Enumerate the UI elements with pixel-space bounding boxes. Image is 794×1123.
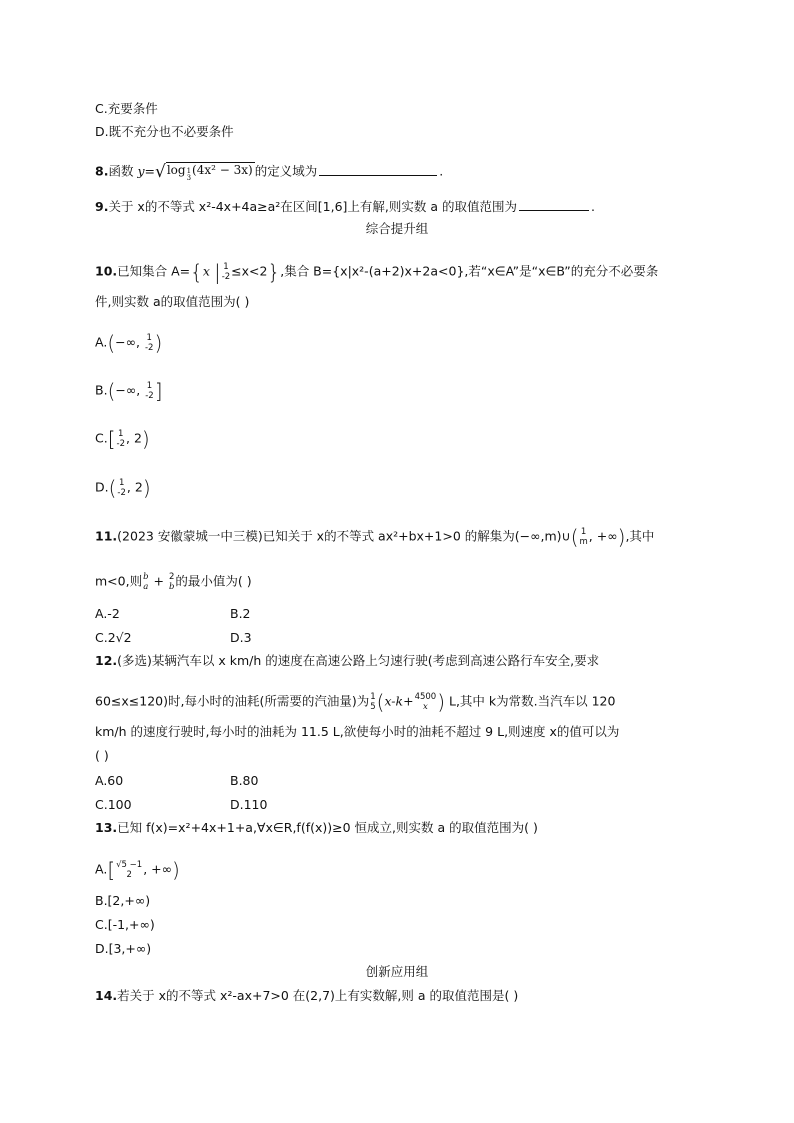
q13-option-c: C.[-1,+∞): [95, 917, 155, 932]
q9-end: .: [591, 199, 595, 214]
q11-option-c: [95, 630, 132, 646]
frac-num: 1: [146, 333, 152, 343]
paren: (: [107, 331, 116, 355]
frac-num: 1: [118, 429, 124, 439]
q13-option-a: A.[ √5 −1 2 , +∞): [95, 858, 180, 882]
q12-option-b: B.80: [230, 773, 259, 788]
q9-text: 关于 x的不等式 x²-4x+4a≥a²在区间[1,6]上有解,则实数 a 的取值范围为: [108, 199, 518, 214]
question-12: [95, 653, 599, 669]
log-base-num: 1: [186, 167, 192, 176]
q8-radicand: [166, 162, 255, 182]
q7-option-c: C.充要条件: [95, 101, 158, 116]
q13-option-b: B.[2,+∞): [95, 893, 151, 908]
frac-num: 1: [580, 527, 587, 537]
section-heading: 综合提升组: [365, 221, 429, 236]
option-label: C.: [95, 430, 108, 446]
q10-text: 已知集合 A=: [117, 263, 191, 279]
interval-end: , +∞: [143, 861, 173, 877]
sqrt-value: √2: [115, 630, 132, 645]
frac-num: b: [143, 572, 149, 582]
q11-option-a: A.-2: [95, 606, 120, 621]
q13-option-d: D.[3,+∞): [95, 941, 152, 956]
log-text: log: [166, 163, 186, 177]
q12-option-a: A.60: [95, 773, 124, 788]
paren: ): [154, 331, 163, 355]
frac-num: 4500: [414, 692, 437, 702]
q11-option-d: D.3: [230, 630, 252, 645]
option-value: −∞,: [115, 382, 145, 398]
paren: ): [141, 427, 150, 451]
frac-num: √5 −1: [116, 860, 143, 870]
q10-option-a: [95, 333, 162, 353]
q10-text-2: ,集合 B={x|x²-(a+2)x+2a<0},若“x∈A”是“x∈B”的充分不必要条: [280, 263, 659, 279]
q12-line-3: km/h 的速度行驶时,每小时的油耗为 11.5 L,欲使每小时的油耗不超过 9 L,则速度 x的值可以为: [95, 724, 620, 739]
q11-text-3: m<0,则: [95, 573, 143, 589]
frac-den: 2: [126, 870, 132, 880]
frac-den: -2: [144, 343, 154, 353]
answer-blank[interactable]: [519, 198, 589, 211]
q7-option-d: D.既不充分也不必要条件: [95, 124, 234, 139]
question-8: [95, 162, 443, 182]
frac-den: -2: [221, 272, 231, 282]
bracket: ]: [154, 379, 163, 403]
formula-part: x-k+: [384, 693, 414, 709]
frac-den: -2: [116, 439, 125, 449]
question-number: 9.: [95, 199, 109, 214]
frac-den: -2: [117, 488, 126, 498]
paren: ): [142, 476, 151, 500]
frac-num: 1: [223, 262, 229, 272]
frac-den: m: [579, 537, 588, 547]
frac-num: 1: [118, 478, 125, 488]
q10-option-b: [95, 381, 163, 401]
q8-end: .: [439, 163, 444, 179]
section-heading-2: 创新应用组: [365, 964, 429, 979]
sqrt-symbol: √: [154, 162, 166, 183]
q12-option-d: D.110: [230, 797, 268, 812]
q12-text-2: 60≤x≤120)时,每小时的油耗(所需要的汽油量)为: [95, 693, 370, 709]
log-base-den: 3: [186, 174, 192, 183]
question-10: [95, 262, 658, 282]
question-9: [95, 198, 595, 215]
frac-den: 5: [370, 702, 376, 712]
question-number: 12.: [95, 653, 118, 668]
interval-end: , +∞: [588, 528, 618, 544]
plus-sign: +: [149, 573, 168, 589]
q10-ineq: ≤x<2: [231, 263, 268, 279]
paren: (: [107, 379, 116, 403]
frac-num: 1: [370, 692, 376, 702]
option-label: C.2: [95, 630, 116, 645]
q12-option-c: C.100: [95, 797, 132, 812]
option-value: , 2: [126, 479, 143, 495]
question-number: 8.: [95, 163, 109, 179]
q11-text-2: ,其中: [625, 528, 655, 544]
q12-text-3: L,其中 k为常数.当汽车以 120: [445, 693, 616, 709]
question-13: [95, 820, 538, 836]
q11-line-2: [95, 572, 252, 592]
q12-line-2: 60≤x≤120)时,每小时的油耗(所需要的汽油量)为 1 5 (x-k+ 4500 x ) L,其中 k为常数.当汽车以 120: [95, 690, 616, 714]
frac-den: -2: [145, 391, 154, 401]
q14-text: 若关于 x的不等式 x²-ax+7>0 在(2,7)上有实数解,则 a 的取值范围是( ): [117, 988, 519, 1003]
paren: (: [108, 476, 117, 500]
log-argument: (4x² − 3x): [192, 163, 253, 177]
q8-y: y=: [137, 163, 155, 179]
q11-option-b: B.2: [230, 606, 251, 621]
set-var: x: [202, 263, 210, 279]
brace-left: {: [190, 260, 203, 284]
question-number: 10.: [95, 263, 118, 279]
frac-den: a: [143, 582, 149, 592]
option-label: D.: [95, 479, 109, 495]
question-11: 11.(2023 安徽蒙城一中三模)已知关于 x的不等式 ax²+bx+1>0 的解集为(−∞,m)∪( 1 m , +∞),其中: [95, 525, 655, 549]
q8-text-2: 的定义域为: [254, 163, 318, 179]
question-number: 14.: [95, 988, 118, 1003]
q12-line-4: ( ): [95, 748, 109, 763]
frac-num: 2: [168, 572, 175, 582]
question-number: 13.: [95, 820, 118, 835]
option-label: B.: [95, 382, 108, 398]
question-14: [95, 988, 518, 1004]
brace-right: }: [267, 260, 281, 284]
question-number: 11.: [95, 528, 118, 544]
frac-den: b: [168, 582, 175, 592]
q11-text-4: 的最小值为( ): [175, 573, 252, 589]
bar: |: [213, 260, 221, 284]
option-value: , 2: [126, 430, 142, 446]
q8-text: 函数: [108, 163, 138, 179]
q13-text: 已知 f(x)=x²+4x+1+a,∀x∈R,f(f(x))≥0 恒成立,则实数 a 的取值范围为( ): [117, 820, 538, 835]
q10-line-2: 件,则实数 a的取值范围为( ): [95, 294, 250, 309]
frac-num: 1: [146, 381, 153, 391]
q12-text: (多选)某辆汽车以 x km/h 的速度在高速公路上匀速行驶(考虑到高速公路行车安全,要求: [117, 653, 600, 668]
bracket: [: [107, 427, 116, 451]
option-label: A.: [95, 861, 108, 877]
option-value: −∞,: [115, 334, 144, 350]
q10-option-d: [95, 478, 151, 498]
q11-text: (2023 安徽蒙城一中三模)已知关于 x的不等式 ax²+bx+1>0 的解集为(−∞,m)∪: [117, 528, 571, 544]
answer-blank[interactable]: [319, 163, 437, 176]
q10-option-c: [95, 429, 150, 449]
frac-den: x: [422, 702, 428, 712]
option-label: A.: [95, 334, 108, 350]
